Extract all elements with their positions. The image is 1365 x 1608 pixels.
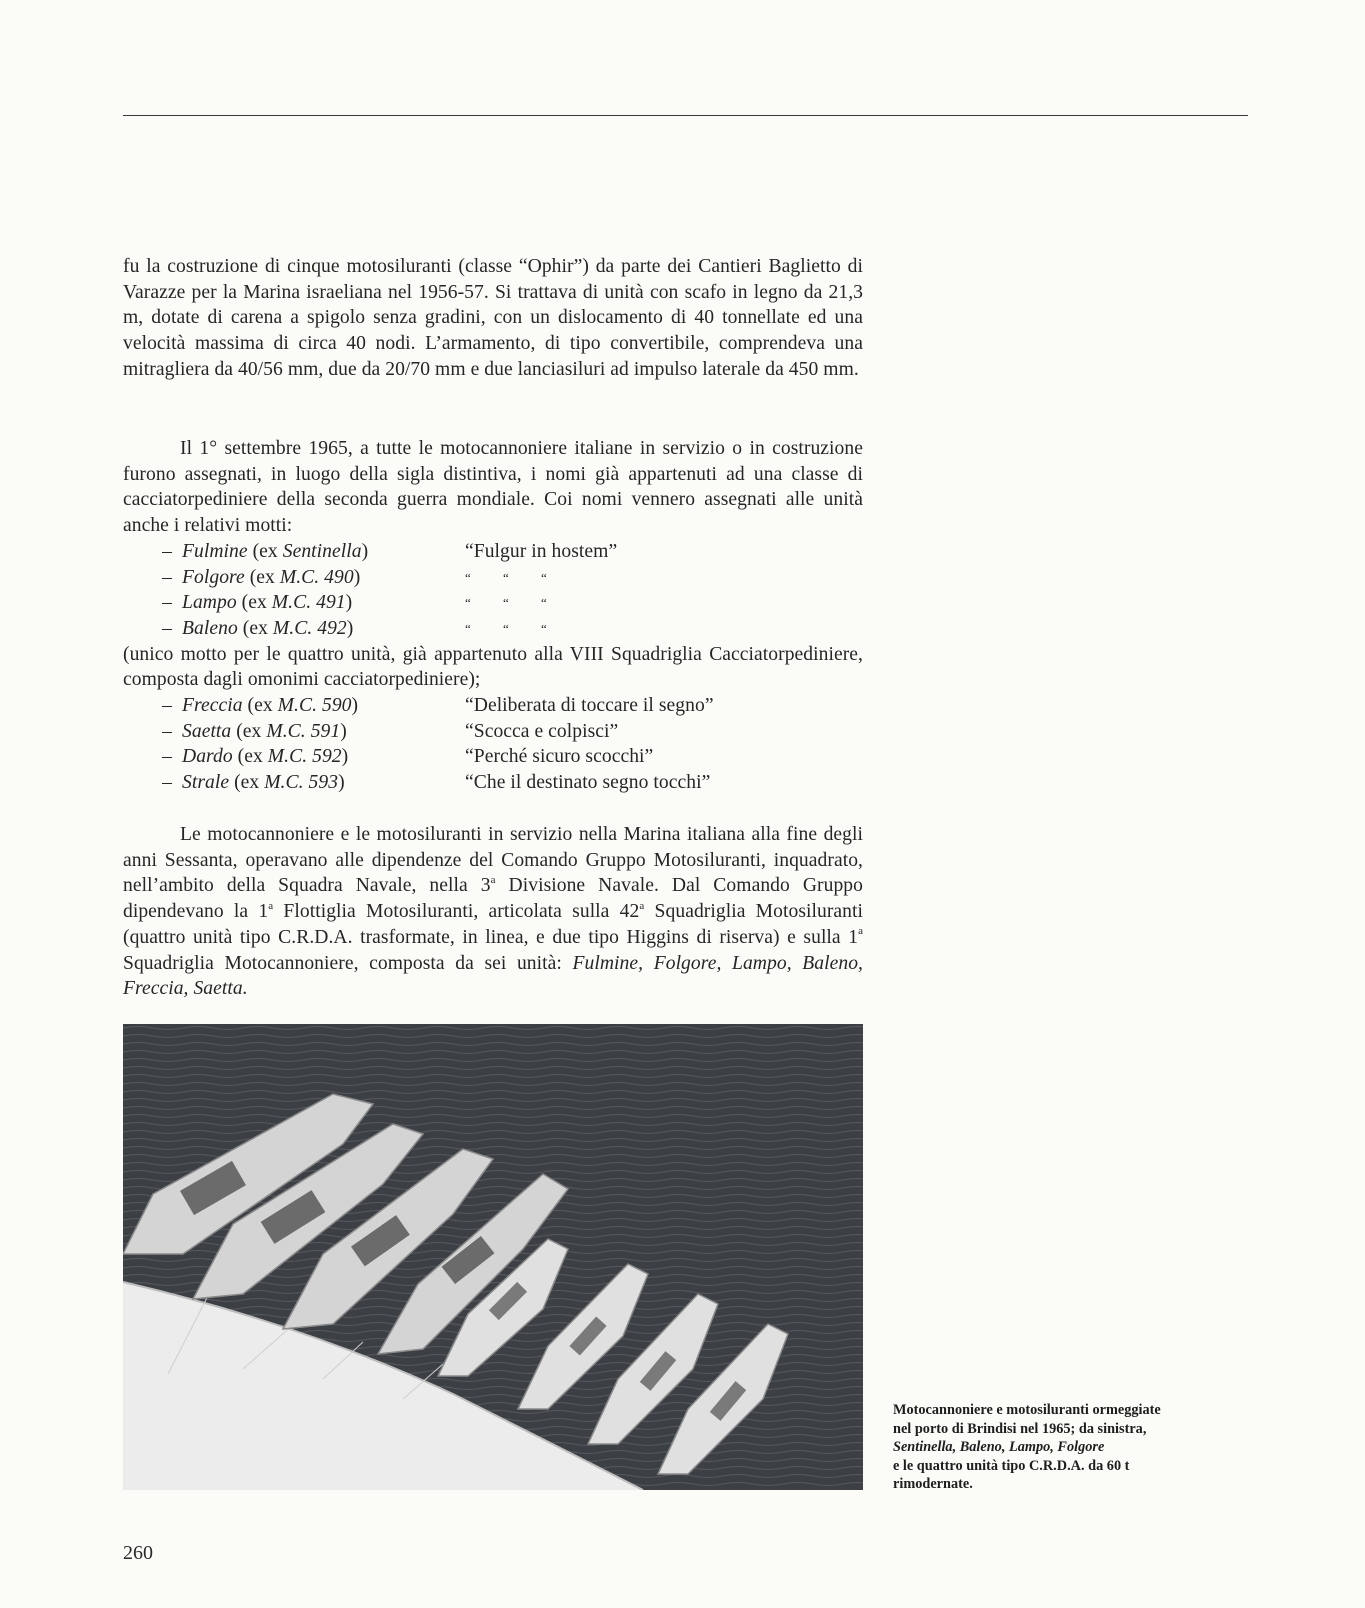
caption-line: Motocannoniere e motosiluranti ormeggiate (893, 1402, 1161, 1418)
paragraph-3-text: Le motocannoniere e le motosiluranti in servizio nella Marina italiana alla fine degli anni Sessanta, operavano alle dipendenze del Comando Gruppo Motosiluranti, inquadrato, nell’ambito della Squadra Navale, nella 3$^a$ Divisione Navale. Dal Comando Gruppo dipendevano la 1$^a$ Flottiglia Motosiluranti, articolata sulla 42$^a$ Squadriglia Motosiluranti (quattro unità tipo C.R.D.A. trasformate, in linea, e due tipo Higgins di riserva) e sulla 1$^a$ Squadriglia Motocannoniere, composta da sei unità: Fulmine, Folgore, Lampo, Baleno, Freccia, Saetta. (123, 824, 864, 1000)
paragraph-1 (123, 254, 863, 383)
list-dash: – (162, 720, 172, 742)
list-dash: – (162, 694, 172, 716)
note-between-lists: (unico motto per le quattro unità, già appartenuto alla VIII Squadriglia Cacciatorpediniere, composta dagli omonimi cacciatorpediniere); (123, 643, 863, 691)
list-item (123, 539, 863, 565)
header-rule (123, 115, 1248, 116)
ship-entry: Saetta (ex M.C. 591) (182, 720, 347, 742)
ship-motto: “Deliberata di toccare il segno” (465, 694, 714, 716)
caption-line: nel porto di Brindisi nel 1965; da sinistra, (893, 1420, 1147, 1437)
list-dash: – (162, 746, 172, 768)
caption-line: rimodernate. (893, 1476, 973, 1493)
ship-motto: “Scocca e colpisci” (465, 720, 619, 742)
list-item (123, 590, 863, 616)
list-item (123, 719, 863, 745)
list-dash: – (162, 617, 172, 639)
photo-caption (893, 1401, 1253, 1494)
list-dash: – (162, 592, 172, 614)
list-item (123, 565, 863, 591)
ditto-marks: “ “ “ (465, 620, 547, 636)
caption-line: e le quattro unità tipo C.R.D.A. da 60 t (893, 1457, 1130, 1474)
ship-motto: “Perché sicuro scocchi” (465, 746, 654, 768)
paragraph-1-text: fu la costruzione di cinque motosiluranti (classe “Ophir”) da parte dei Cantieri Baglietto di Varazze per la Marina israeliana nel 1956-57. Si trattava di unità con scafo in legno da 21,3 m, dotate di carena a spigolo senza gradini, con un dislocamento di 40 tonnellate ed una velocità massima di circa 40 nodi. L’armamento, di tipo convertibile, comprendeva una mitragliera da 40/56 mm, due da 20/70 mm e due lanciasiluri ad impulso laterale da 450 mm. (123, 256, 863, 380)
ditto-marks: “ “ “ (465, 569, 547, 585)
list-item (123, 693, 863, 719)
ship-entry: Strale (ex M.C. 593) (182, 772, 345, 794)
boats-illustration (123, 1024, 863, 1490)
page-number: 260 (123, 1542, 153, 1564)
ship-entry: Lampo (ex M.C. 491) (182, 592, 353, 614)
ship-entry: Baleno (ex M.C. 492) (182, 617, 354, 639)
list-item (123, 616, 863, 642)
paragraph-2-intro: Il 1° settembre 1965, a tutte le motocannoniere italiane in servizio o in costruzione furono assegnati, in luogo della sigla distintiva, i nomi già appartenuti ad una classe di cacciatorpediniere della seconda guerra mondiale. Coi nomi vennero assegnati alle unità anche i relativi motti: (123, 438, 863, 537)
ship-entry: Dardo (ex M.C. 592) (182, 746, 349, 768)
caption-line: Sentinella, Baleno, Lampo, Folgore (893, 1439, 1105, 1456)
ship-entry: Freccia (ex M.C. 590) (182, 694, 359, 716)
ship-entry: Fulmine (ex Sentinella) (182, 540, 369, 562)
list-dash: – (162, 540, 172, 562)
list-dash: – (162, 566, 172, 588)
list-item (123, 744, 863, 770)
harbor-photo (123, 1024, 863, 1490)
list-dash: – (162, 772, 172, 794)
ship-motto: “Che il destinato segno tocchi” (465, 772, 711, 794)
list-item (123, 770, 863, 796)
ship-entry: Folgore (ex M.C. 490) (182, 566, 361, 588)
ship-motto: “Fulgur in hostem” (465, 540, 618, 562)
paragraph-3 (123, 822, 863, 1002)
ditto-marks: “ “ “ (465, 595, 547, 611)
paragraph-2 (123, 436, 863, 796)
